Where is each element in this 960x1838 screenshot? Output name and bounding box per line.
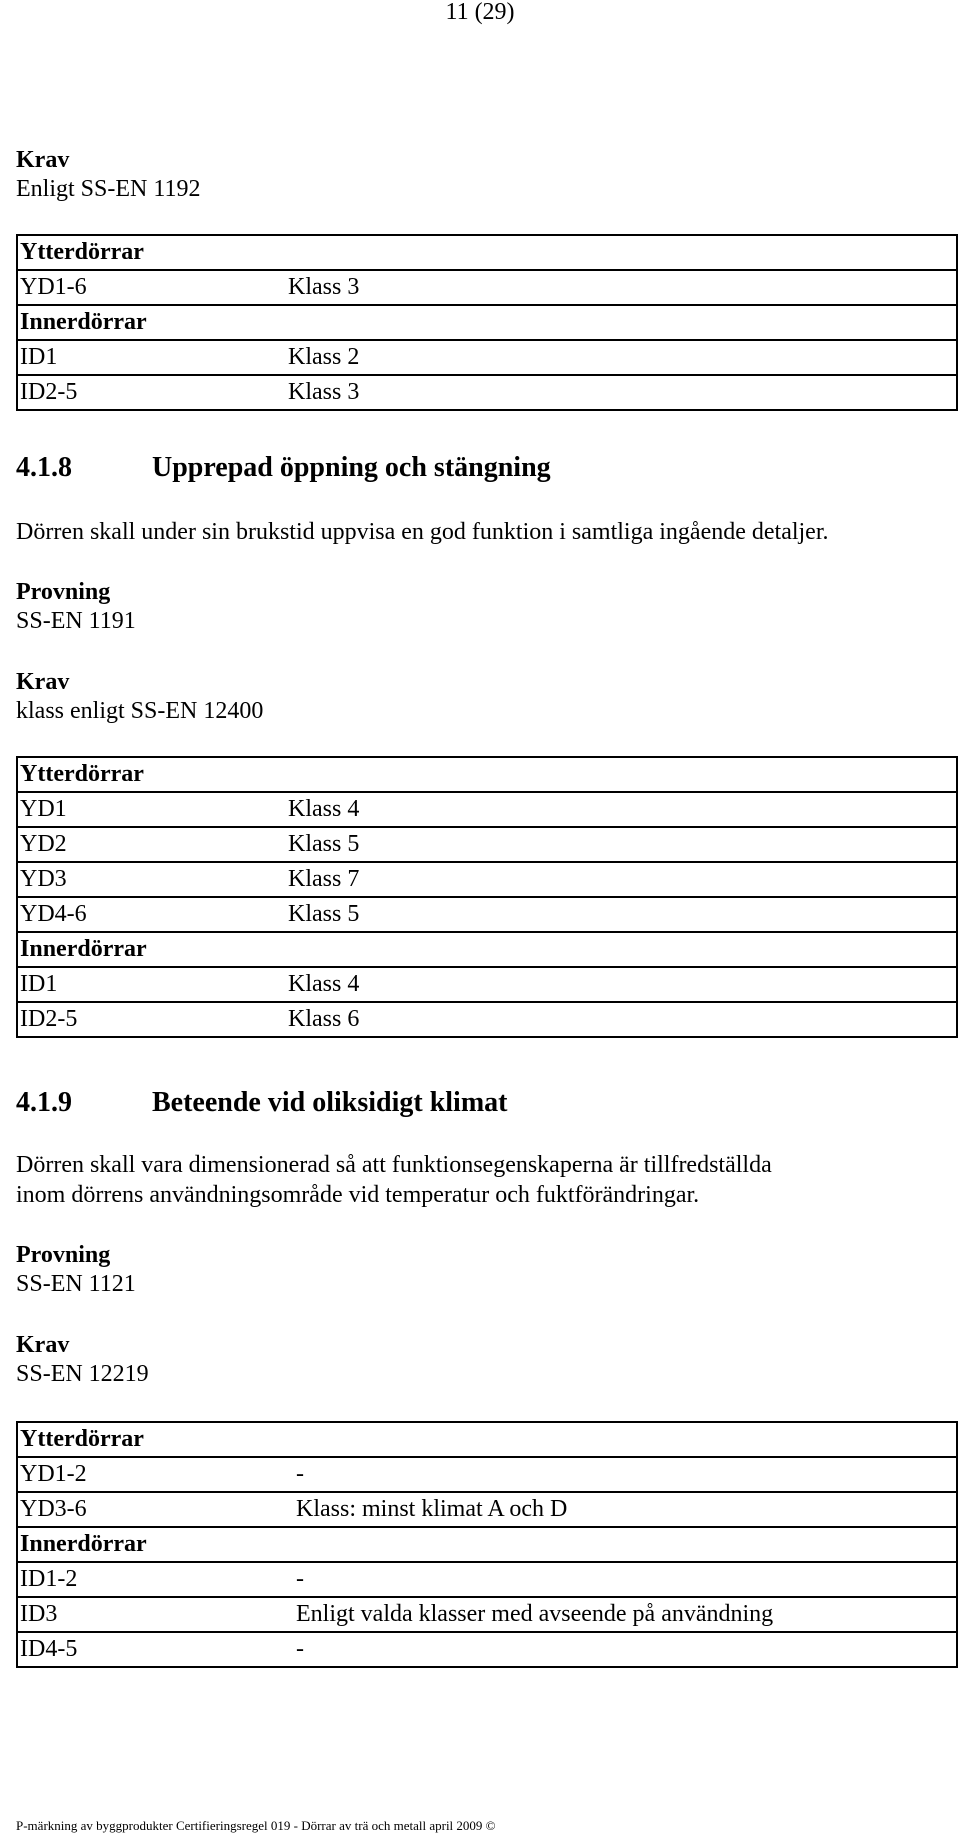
- door-class-code: ID2-5: [17, 375, 280, 410]
- door-class-value: Klass 4: [280, 967, 957, 1002]
- section-title: Beteende vid oliksidigt klimat: [152, 1087, 508, 1118]
- table-row: [17, 1457, 957, 1492]
- section-body-line-1: Dörren skall vara dimensionerad så att funktionsegenskaperna är tillfredställda: [16, 1152, 772, 1178]
- krav-label: Krav: [16, 669, 70, 695]
- krav-value: Enligt SS-EN 1192: [16, 176, 201, 202]
- door-class-code: YD4-6: [17, 897, 280, 932]
- door-class-value: Klass 7: [280, 862, 957, 897]
- door-class-code: ID1-2: [17, 1562, 288, 1597]
- table-row: [17, 1492, 957, 1527]
- provning-label: Provning: [16, 579, 111, 605]
- section-body-line-2: inom dörrens användningsområde vid temperatur och fuktförändringar.: [16, 1182, 700, 1208]
- door-class-value: Klass 6: [280, 1002, 957, 1037]
- section-heading-418: [16, 452, 551, 484]
- door-class-value: Klass 5: [280, 897, 957, 932]
- section-title: Upprepad öppning och stängning: [152, 452, 551, 483]
- page-number: 11 (29): [445, 0, 515, 25]
- table-row: [17, 1002, 957, 1037]
- table-row: [17, 375, 957, 410]
- door-class-code: YD3-6: [17, 1492, 288, 1527]
- table-row: [17, 792, 957, 827]
- table-section-label: Innerdörrar: [17, 305, 957, 340]
- class-table-1: [16, 234, 958, 411]
- krav-value: klass enligt SS-EN 12400: [16, 698, 264, 724]
- krav-label: Krav: [16, 147, 70, 173]
- table-section-row: [17, 305, 957, 340]
- table-row: [17, 827, 957, 862]
- door-class-code: ID3: [17, 1597, 288, 1632]
- door-class-code: YD2: [17, 827, 280, 862]
- table-section-label: Innerdörrar: [17, 932, 957, 967]
- krav-value: SS-EN 12219: [16, 1361, 149, 1387]
- section-heading-419: [16, 1087, 507, 1119]
- provning-value: SS-EN 1121: [16, 1271, 136, 1297]
- section-number: 4.1.8: [16, 452, 72, 483]
- page-footer: P-märkning av byggprodukter Certifieringsregel 019 - Dörrar av trä och metall april 2009 ©: [16, 1818, 496, 1833]
- door-class-value: -: [288, 1632, 957, 1667]
- table-section-row: [17, 757, 957, 792]
- class-table-3: [16, 1421, 958, 1668]
- door-class-value: Klass: minst klimat A och D: [288, 1492, 957, 1527]
- krav-label: Krav: [16, 1332, 70, 1358]
- door-class-code: YD1: [17, 792, 280, 827]
- table-row: [17, 1562, 957, 1597]
- door-class-value: -: [288, 1562, 957, 1597]
- door-class-value: -: [288, 1457, 957, 1492]
- table-row: [17, 270, 957, 305]
- table-section-label: Ytterdörrar: [17, 235, 957, 270]
- table-section-label: Innerdörrar: [17, 1527, 957, 1562]
- door-class-value: Klass 5: [280, 827, 957, 862]
- door-class-code: YD1-2: [17, 1457, 288, 1492]
- door-class-code: ID2-5: [17, 1002, 280, 1037]
- door-class-code: ID1: [17, 967, 280, 1002]
- door-class-code: YD1-6: [17, 270, 280, 305]
- table-section-label: Ytterdörrar: [17, 1422, 957, 1457]
- door-class-code: ID4-5: [17, 1632, 288, 1667]
- door-class-code: YD3: [17, 862, 280, 897]
- class-table-2: [16, 756, 958, 1038]
- door-class-value: Enligt valda klasser med avseende på användning: [288, 1597, 957, 1632]
- door-class-value: Klass 2: [280, 340, 957, 375]
- section-number: 4.1.9: [16, 1087, 72, 1118]
- table-row: [17, 1597, 957, 1632]
- table-section-label: Ytterdörrar: [17, 757, 957, 792]
- table-row: [17, 862, 957, 897]
- table-section-row: [17, 235, 957, 270]
- table-section-row: [17, 932, 957, 967]
- provning-label: Provning: [16, 1242, 111, 1268]
- door-class-value: Klass 3: [280, 270, 957, 305]
- provning-value: SS-EN 1191: [16, 608, 136, 634]
- door-class-value: Klass 4: [280, 792, 957, 827]
- table-section-row: [17, 1527, 957, 1562]
- table-row: [17, 1632, 957, 1667]
- table-section-row: [17, 1422, 957, 1457]
- door-class-value: Klass 3: [280, 375, 957, 410]
- door-class-code: ID1: [17, 340, 280, 375]
- table-row: [17, 897, 957, 932]
- table-row: [17, 340, 957, 375]
- table-row: [17, 967, 957, 1002]
- section-body: Dörren skall under sin brukstid uppvisa en god funktion i samtliga ingående detaljer.: [16, 519, 829, 545]
